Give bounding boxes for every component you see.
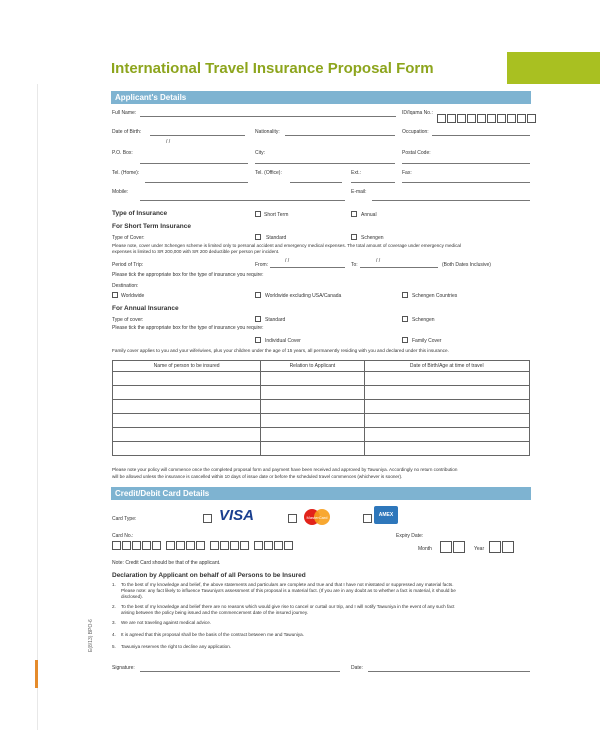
table-cell[interactable] xyxy=(364,400,530,414)
card-number-field[interactable] xyxy=(112,541,294,550)
table-cell[interactable] xyxy=(261,372,364,386)
po-box-field[interactable] xyxy=(140,163,248,164)
schengen-label: Schengen xyxy=(361,235,384,241)
declaration-item-2-line1: To the best of my knowledge and belief there are no reasons which would give rise to cancel or curtail our trip, and I will notify Tawuniya in the event of any such fact xyxy=(121,604,455,609)
table-row xyxy=(113,372,530,386)
table-cell[interactable] xyxy=(261,428,364,442)
annual-standard-checkbox[interactable] xyxy=(255,316,261,322)
declaration-item-4-text: It is agreed that this proposal shall be the basis of the contract between me and Tawuniya. xyxy=(121,632,305,637)
occupation-field[interactable] xyxy=(432,135,530,136)
postal-code-label: Postal Code: xyxy=(402,150,431,156)
postal-code-field[interactable] xyxy=(402,163,530,164)
fax-field[interactable] xyxy=(402,182,530,183)
worldwide-label: Worldwide xyxy=(121,293,145,299)
card-section-header: Credit/Debit Card Details xyxy=(111,487,531,500)
table-cell[interactable] xyxy=(113,428,261,442)
table-cell[interactable] xyxy=(364,386,530,400)
form-title: International Travel Insurance Proposal Form xyxy=(111,60,434,77)
from-label: From: xyxy=(255,262,269,268)
table-cell[interactable] xyxy=(261,414,364,428)
declaration-item-1-line1: To the best of my knowledge and belief, the above statements and particulars are complete and true and that I have not misstated or suppressed any material facts. xyxy=(121,582,454,587)
annual-standard-label: Standard xyxy=(265,317,286,323)
expiry-year-field[interactable] xyxy=(489,541,515,550)
declaration-item-1-line3: disclosed). xyxy=(121,594,143,599)
period-label: Period of Trip: xyxy=(112,262,144,268)
declaration-item-2-line2: arising between the policy being issued and the commencement date of the insured journey. xyxy=(121,610,309,615)
annual-heading: For Annual Insurance xyxy=(112,305,179,312)
po-box-label: P.O. Box: xyxy=(112,150,133,156)
table-cell[interactable] xyxy=(364,372,530,386)
year-label: Year xyxy=(474,546,485,552)
tick-box-instruction: Please tick the appropriate box for the type of insurance you require: xyxy=(112,272,264,278)
individual-cover-label: Individual Cover xyxy=(265,338,301,344)
standard-label: Standard xyxy=(266,235,287,241)
card-note: Note: Credit Card should be that of the applicant. xyxy=(112,560,221,566)
worldwide-excl-checkbox[interactable] xyxy=(255,292,261,298)
table-cell[interactable] xyxy=(364,414,530,428)
family-cover-checkbox[interactable] xyxy=(402,337,408,343)
table-cell[interactable] xyxy=(261,400,364,414)
from-date-field[interactable] xyxy=(270,267,345,268)
declaration-item-5-text: Tawuniya reserves the right to decline any application. xyxy=(121,644,232,649)
side-code: E(8/13) BPO-6 xyxy=(88,619,94,652)
dob-label: Date of Birth: xyxy=(112,129,142,135)
signature-label: Signature: xyxy=(112,665,135,671)
visa-logo: VISA xyxy=(219,507,255,524)
declaration-item-3-num: 3. xyxy=(112,620,116,625)
visa-checkbox[interactable] xyxy=(203,514,212,523)
nationality-label: Nationality: xyxy=(255,129,280,135)
table-cell[interactable] xyxy=(364,442,530,456)
declaration-heading: Declaration by Applicant on behalf of all Persons to be Insured xyxy=(112,572,306,579)
individual-cover-checkbox[interactable] xyxy=(255,337,261,343)
id-iqama-label: ID/Iqama No.: xyxy=(402,110,433,116)
full-name-field[interactable] xyxy=(140,116,396,117)
tel-office-field[interactable] xyxy=(290,182,342,183)
short-term-label: Short Term xyxy=(264,212,289,218)
table-cell[interactable] xyxy=(113,372,261,386)
ext-field[interactable] xyxy=(351,182,395,183)
annual-type-of-cover-label: Type of cover: xyxy=(112,317,144,323)
signature-field[interactable] xyxy=(140,671,340,672)
ext-label: Ext.: xyxy=(351,170,362,176)
schengen-note-line1: Please note, cover under Schengen scheme is limited only to personal accident and emergency medical expenses. The total amount of coverage under emergency medical xyxy=(112,243,461,248)
card-no-label: Card No.: xyxy=(112,533,134,539)
to-label: To: xyxy=(351,262,358,268)
declaration-item-2-num: 2. xyxy=(112,604,116,609)
table-row xyxy=(113,442,530,456)
mobile-field[interactable] xyxy=(140,200,345,201)
tel-office-label: Tel. (Office): xyxy=(255,170,282,176)
table-cell[interactable] xyxy=(113,400,261,414)
col-dob-header: Date of Birth/Age at time of travel xyxy=(364,361,530,372)
city-field[interactable] xyxy=(255,163,395,164)
amex-checkbox[interactable] xyxy=(363,514,372,523)
table-cell[interactable] xyxy=(113,442,261,456)
full-name-label: Full Name: xyxy=(112,110,137,116)
from-slashes: / / xyxy=(285,258,290,264)
table-row xyxy=(113,386,530,400)
both-dates-label: (Both Dates Inclusive) xyxy=(442,262,491,268)
applicant-section-header: Applicant's Details xyxy=(111,91,531,104)
schengen-note-line2: expenses is limited to SR 200,000 with SR 200 deductible per person per incident. xyxy=(112,249,280,254)
family-cover-label: Family Cover xyxy=(412,338,442,344)
occupation-label: Occupation: xyxy=(402,129,429,135)
table-cell[interactable] xyxy=(261,386,364,400)
date-label: Date: xyxy=(351,665,363,671)
table-cell[interactable] xyxy=(364,428,530,442)
annual-schengen-label: Schengen xyxy=(412,317,435,323)
fax-label: Fax: xyxy=(402,170,412,176)
mastercard-checkbox[interactable] xyxy=(288,514,297,523)
email-field[interactable] xyxy=(372,200,530,201)
dob-slashes: / / xyxy=(166,139,171,145)
insured-persons-table xyxy=(112,360,530,456)
amex-logo-icon xyxy=(374,506,398,524)
schengen-countries-label: Schengen Countries xyxy=(412,293,458,299)
standard-checkbox[interactable] xyxy=(255,234,261,240)
to-slashes: / / xyxy=(376,258,381,264)
policy-note-line2: will be allowed unless the insurance is cancelled within 10 days of issue date or before the scheduled travel commences (whichever is sooner). xyxy=(112,474,403,479)
policy-note-line1: Please note your policy will commence once the completed proposal form and payment have been received and approved by Tawuniya. Accordingly no return contribution xyxy=(112,467,458,472)
city-label: City: xyxy=(255,150,265,156)
col-relation-header: Relation to Applicant xyxy=(261,361,364,372)
declaration-item-1-line2: Please note: any fact likely to influence Tawuniya's assessment of this proposal is a material fact. (If you are in any doubt as to whether a fact is material, it should be xyxy=(121,588,456,593)
nationality-field[interactable] xyxy=(285,135,395,136)
declaration-item-1-num: 1. xyxy=(112,582,116,587)
short-term-checkbox[interactable] xyxy=(255,211,261,217)
edge-marker xyxy=(35,660,38,688)
type-of-cover-label: Type of Cover: xyxy=(112,235,145,241)
declaration-item-5-num: 5. xyxy=(112,644,116,649)
month-label: Month xyxy=(418,546,432,552)
family-cover-note: Family cover applies to you and your wife/wives, plus your children under the age of 15 years, all permanently residing with you and declared under this insurance. xyxy=(112,348,449,353)
worldwide-excl-label: Worldwide excluding USA/Canada xyxy=(265,293,342,299)
tel-home-label: Tel. (Home): xyxy=(112,170,140,176)
mastercard-logo-icon xyxy=(300,508,334,526)
worldwide-checkbox[interactable] xyxy=(112,292,118,298)
annual-label: Annual xyxy=(361,212,377,218)
declaration-item-3-text: We are not traveling against medical advice. xyxy=(121,620,212,625)
annual-checkbox[interactable] xyxy=(351,211,357,217)
tel-home-field[interactable] xyxy=(145,182,248,183)
email-label: E-mail: xyxy=(351,189,367,195)
mastercard-label: MasterCard xyxy=(306,515,328,520)
amex-label: AMEX xyxy=(378,512,394,518)
short-term-heading: For Short Term Insurance xyxy=(112,223,191,230)
declaration-item-4-num: 4. xyxy=(112,632,116,637)
card-type-label: Card Type: xyxy=(112,516,137,522)
annual-tick-instruction: Please tick the appropriate box for the type of insurance you require: xyxy=(112,325,264,331)
table-cell[interactable] xyxy=(261,442,364,456)
id-iqama-field[interactable] xyxy=(437,114,537,123)
schengen-checkbox[interactable] xyxy=(351,234,357,240)
destination-label: Destination: xyxy=(112,283,139,289)
table-row xyxy=(113,414,530,428)
expiry-month-field[interactable] xyxy=(440,541,466,550)
table-row xyxy=(113,428,530,442)
to-date-field[interactable] xyxy=(360,267,438,268)
table-row xyxy=(113,400,530,414)
table-cell[interactable] xyxy=(113,386,261,400)
annual-schengen-checkbox[interactable] xyxy=(402,316,408,322)
dob-field[interactable] xyxy=(150,135,245,136)
schengen-countries-checkbox[interactable] xyxy=(402,292,408,298)
mobile-label: Mobile: xyxy=(112,189,129,195)
table-cell[interactable] xyxy=(113,414,261,428)
date-field[interactable] xyxy=(368,671,530,672)
type-of-insurance-heading: Type of Insurance xyxy=(112,210,168,217)
expiry-date-label: Expiry Date: xyxy=(396,533,424,539)
col-name-header: Name of person to be insured xyxy=(113,361,261,372)
